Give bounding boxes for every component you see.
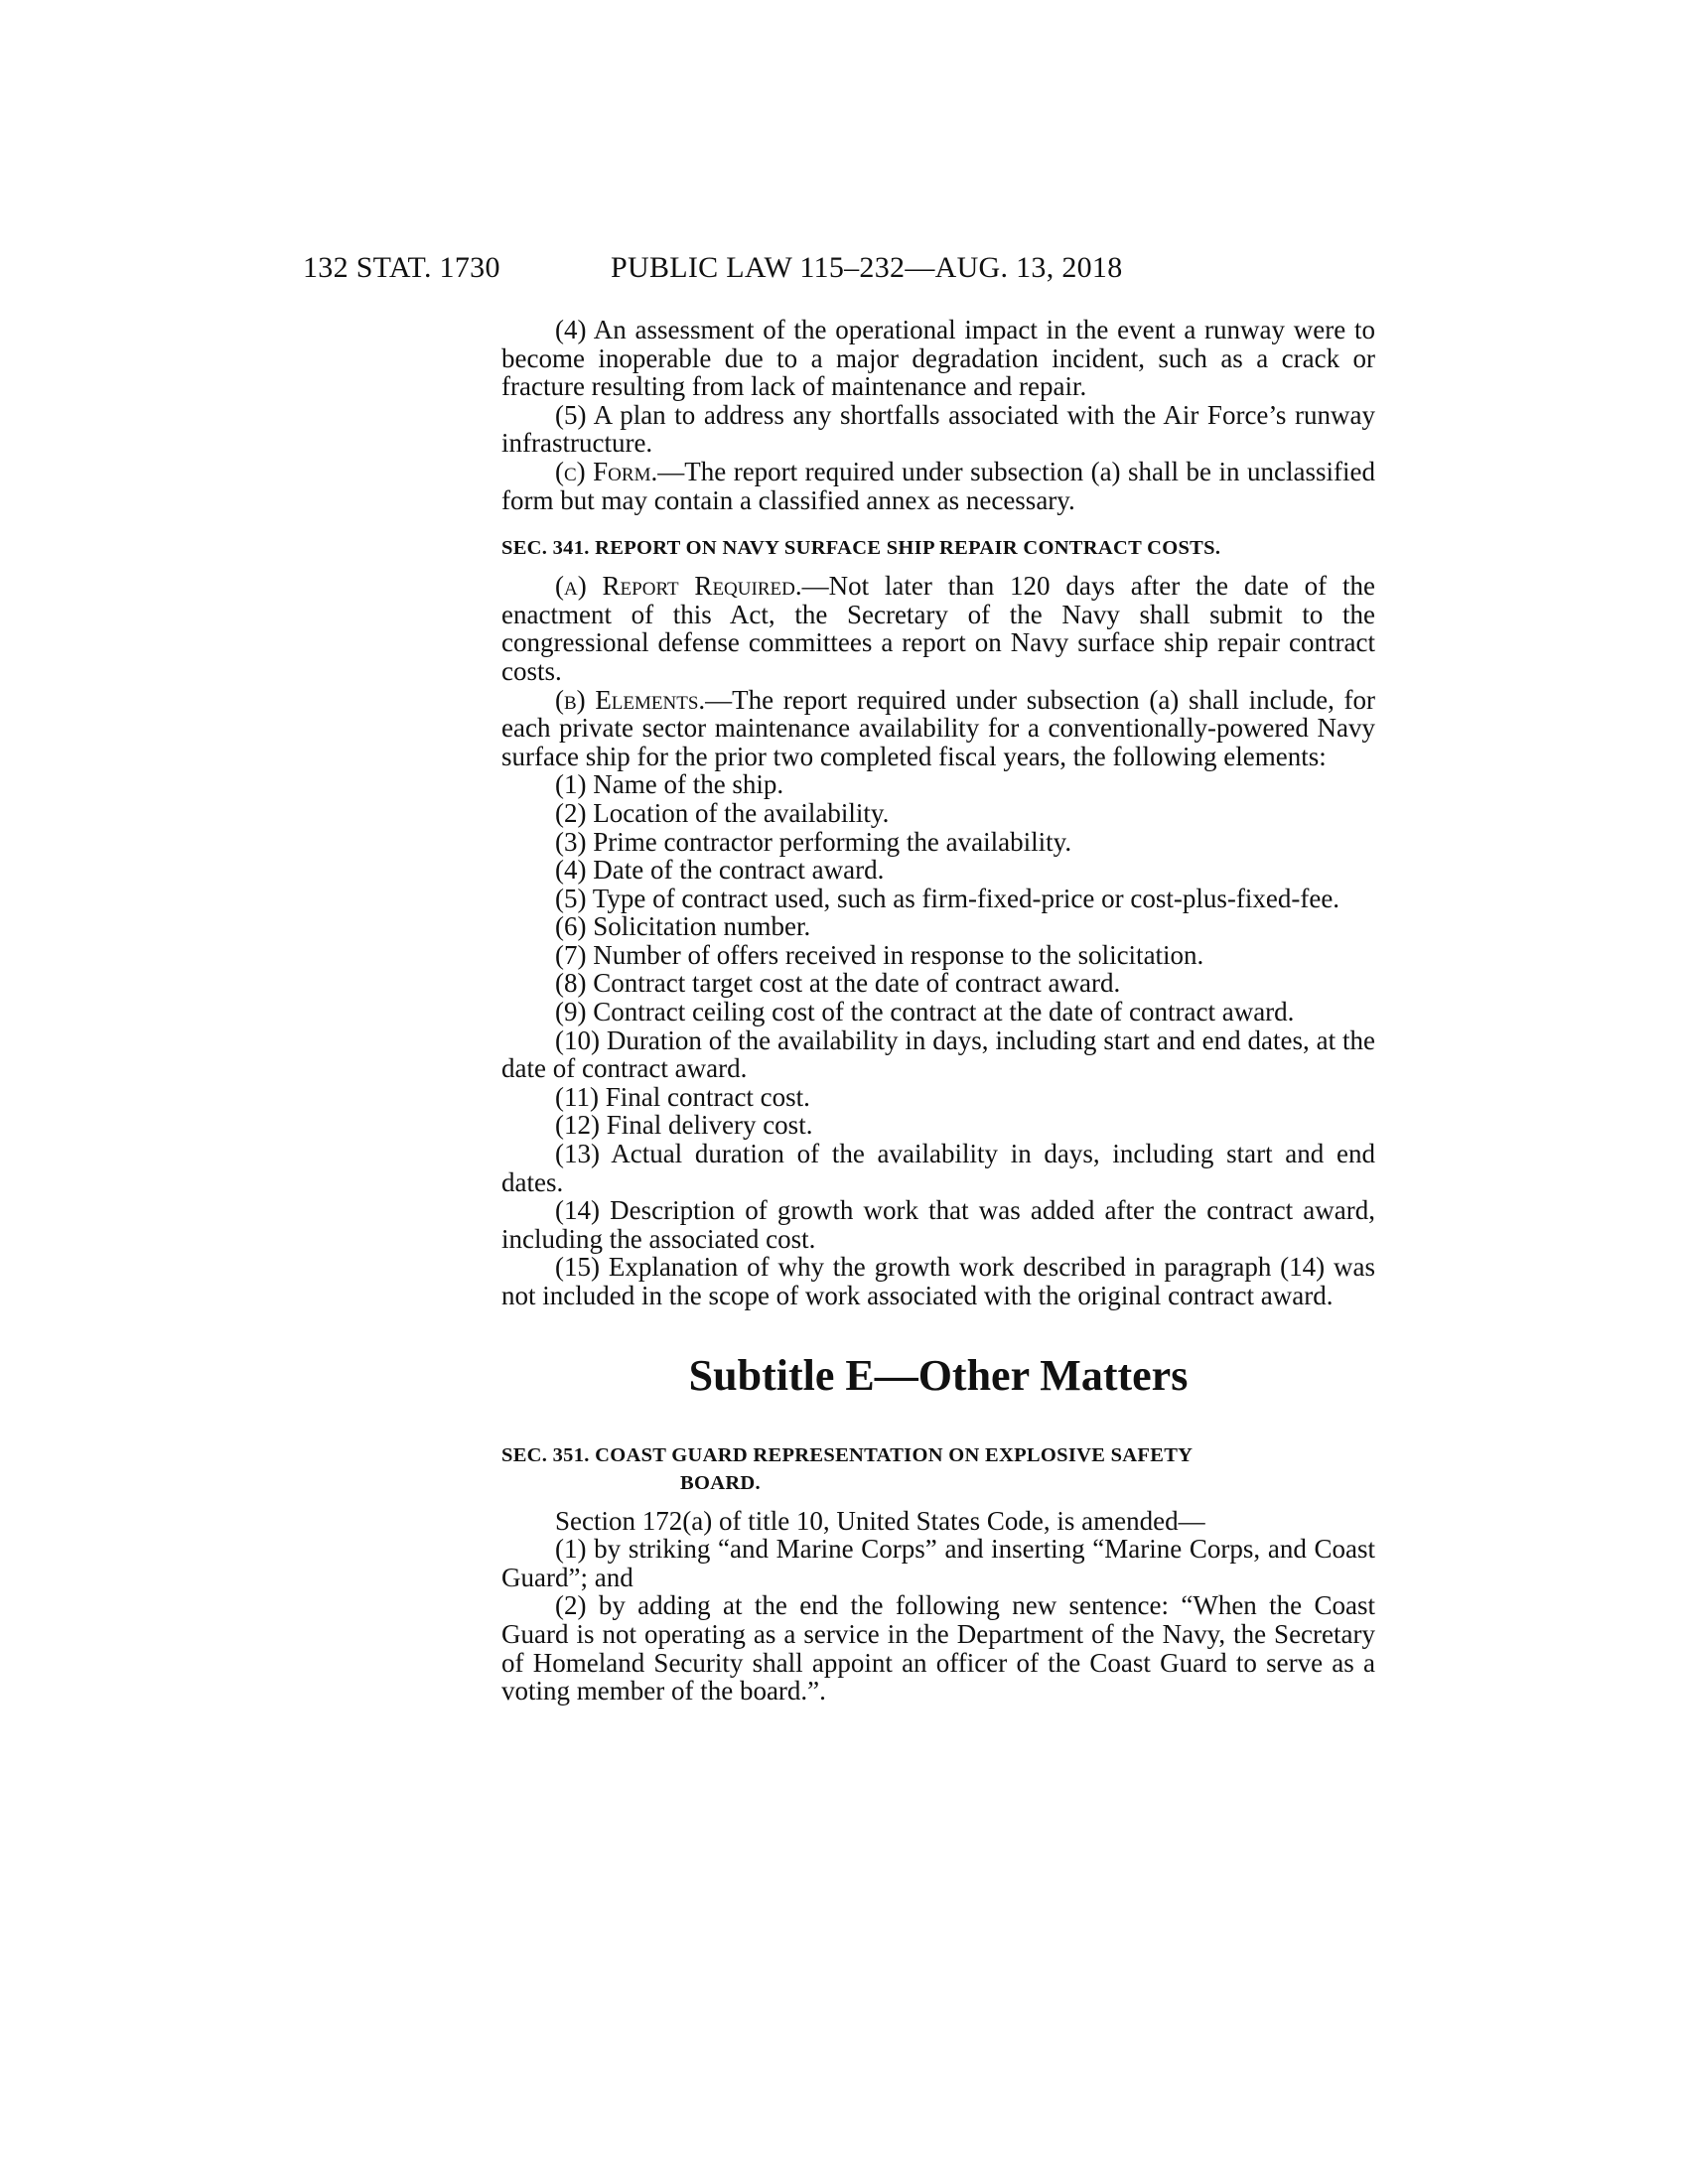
list-item: (12) Final delivery cost. — [555, 1110, 813, 1141]
section-351-heading — [501, 1441, 1375, 1497]
subtitle-heading: Subtitle E—Other Matters — [688, 1350, 1189, 1400]
list-item-text: (5) Type of contract used, such as firm-fixed-price or cost-plus-fixed-fee. — [555, 883, 1340, 913]
list-item: (8) Contract target cost at the date of contract award. — [555, 968, 1121, 999]
list-item — [501, 885, 1375, 913]
form-label: (c) Form. — [555, 456, 658, 486]
form-text: —The report required under subsection (a) shall be in unclassified form but may contain a classified annex as necessary. — [501, 456, 1375, 515]
list-item: (10) Duration of the availability in days, including start and end dates, at the date of contract award. — [501, 1024, 1375, 1084]
list-item: (7) Number of offers received in response to the solicitation. — [555, 939, 1204, 970]
section-351-line1: SEC. 351. COAST GUARD REPRESENTATION ON EXPLOSIVE SAFETY — [501, 1443, 1194, 1466]
list-item: (3) Prime contractor performing the availability. — [555, 826, 1072, 857]
list-item: (15) Explanation of why the growth work described in paragraph (14) was not included in the scope of work associated with the original contract award. — [501, 1252, 1375, 1310]
paragraph-plan: (5) A plan to address any shortfalls associated with the Air Force’s runway infrastructure. — [501, 399, 1375, 459]
paragraph-amendment-2: (2) by adding at the end the following new sentence: “When the Coast Guard is not operating as a service in the Department of the Navy, the Secretary of Homeland Security shall appoint an officer of the Coast Guard to serve as a voting member of the board.”. — [501, 1590, 1375, 1706]
section-351-line2: BOARD. — [680, 1471, 761, 1494]
paragraph-report-required — [501, 572, 1375, 685]
list-item: (9) Contract ceiling cost of the contract at the date of contract award. — [555, 997, 1295, 1027]
list-item: (13) Actual duration of the availability in days, including start and end dates. — [501, 1139, 1375, 1197]
paragraph-elements — [501, 686, 1375, 771]
elements-label: (b) Elements. — [555, 684, 706, 715]
section-341-heading: SEC. 341. REPORT ON NAVY SURFACE SHIP REPAIR CONTRACT COSTS. — [501, 537, 1221, 560]
list-item: (2) Location of the availability. — [555, 797, 890, 828]
paragraph-amendment-1: (1) by striking “and Marine Corps” and inserting “Marine Corps, and Coast Guard”; and — [501, 1534, 1375, 1592]
list-item: (11) Final contract cost. — [555, 1081, 810, 1112]
statute-reference: 132 STAT. 1730 — [303, 251, 500, 284]
document-body — [501, 316, 1375, 1706]
report-required-label: (a) Report Required. — [555, 571, 802, 602]
list-item: (14) Description of growth work that was added after the contract award, including the associated cost. — [501, 1195, 1375, 1254]
paragraph-assessment: (4) An assessment of the operational impact in the event a runway were to become inoperable due to a major degradation incident, such as a crack or fracture resulting from lack of maintenance and repair. — [501, 315, 1375, 402]
list-item: (4) Date of the contract award. — [555, 855, 885, 886]
elements-text: —The report required under subsection (a) shall include, for each private sector maintenance availability for a conventionally-powered Navy surface ship for the prior two completed fiscal years, the following elements: — [501, 684, 1375, 771]
list-item: (1) Name of the ship. — [555, 769, 784, 800]
paragraph-amendment-intro: Section 172(a) of title 10, United States Code, is amended— — [555, 1505, 1205, 1536]
public-law-reference: PUBLIC LAW 115–232—AUG. 13, 2018 — [611, 251, 1123, 284]
list-item: (6) Solicitation number. — [555, 911, 811, 942]
paragraph-form — [501, 458, 1375, 514]
page-header — [303, 248, 1370, 288]
elements-list — [501, 770, 1375, 1309]
report-required-text: —Not later than 120 days after the date of the enactment of this Act, the Secretary of the Navy shall submit to the congressional defense committees a report on Navy surface ship repair contract costs. — [501, 571, 1375, 686]
